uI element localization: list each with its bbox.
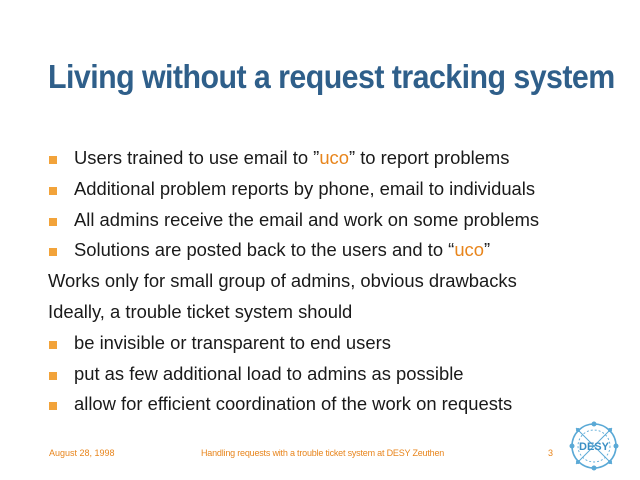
slide-title: Living without a request tracking system: [48, 58, 615, 95]
line-text: Works only for small group of admins, obvious drawbacks: [48, 270, 517, 292]
bullet-line: [48, 328, 628, 359]
line-text: Additional problem reports by phone, email to individuals: [74, 177, 536, 199]
line-text: ”: [483, 239, 491, 261]
bullet-line: [48, 174, 628, 205]
desy-logo-icon: [566, 420, 622, 472]
square-bullet-icon: [49, 341, 57, 349]
square-bullet-icon: [49, 248, 57, 256]
square-bullet-icon: [49, 372, 57, 380]
highlight-text: uco: [319, 147, 349, 168]
page-number: 3: [548, 448, 554, 458]
line-text: Users trained to use email to ”: [74, 147, 320, 168]
bullet-line: [48, 389, 628, 420]
line-text: Solutions are posted back to the users and to “: [74, 239, 455, 261]
logo-text: DESY: [579, 441, 609, 453]
square-bullet-icon: [49, 156, 57, 164]
line-text: Ideally, a trouble ticket system should: [48, 300, 353, 322]
bullet-line: [48, 143, 628, 174]
bullet-line: [48, 359, 628, 390]
footer-title: Handling requests with a trouble ticket system at DESY Zeuthen: [201, 448, 445, 458]
text-line: [48, 266, 628, 297]
line-text: allow for efficient coordination of the work on requests: [74, 393, 513, 415]
bullet-line: [48, 235, 628, 266]
bullet-line: [48, 205, 628, 236]
footer-date: August 28, 1998: [49, 448, 115, 458]
line-text: be invisible or transparent to end users: [74, 331, 391, 353]
line-text: put as few additional load to admins as possible: [74, 362, 464, 384]
square-bullet-icon: [49, 402, 57, 410]
highlight-text: uco: [454, 239, 484, 261]
line-text: ” to report problems: [348, 147, 510, 168]
square-bullet-icon: [49, 218, 57, 226]
slide-body: [48, 143, 628, 420]
square-bullet-icon: [49, 187, 57, 195]
line-text: All admins receive the email and work on some problems: [74, 208, 540, 230]
text-line: [48, 297, 628, 328]
